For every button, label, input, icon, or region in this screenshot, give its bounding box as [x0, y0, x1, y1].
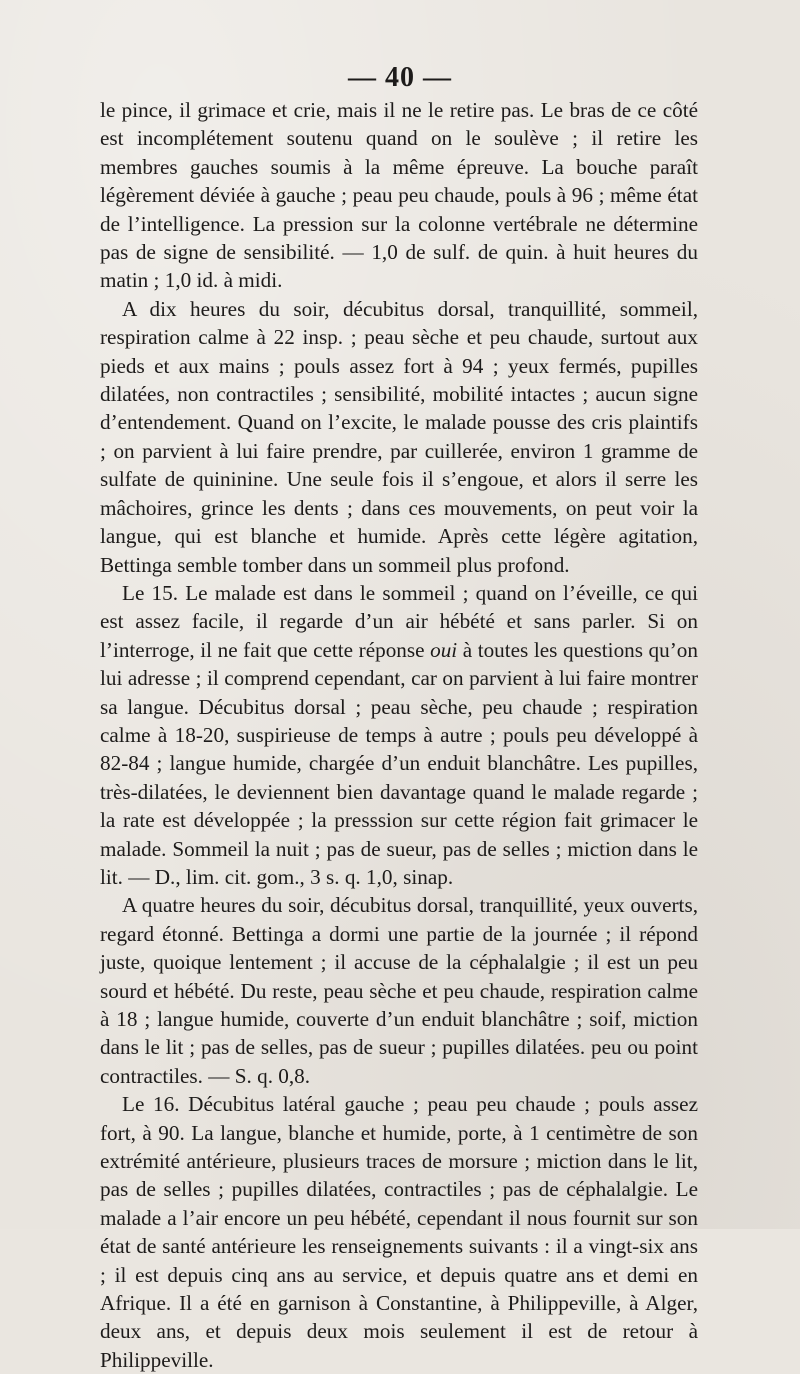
body-text [100, 96, 698, 1374]
paragraph-evening-14: A dix heures du soir, décubitus dorsal, tranquillité, sommeil, respiration calme à 22 insp. ; peau sèche et peu chaude, surtout aux pieds et aux mains ; pouls assez fort à 94 ; yeux fermés, pupilles dilatées, non contractiles ; sensibilité, mobilité intactes ; aucun signe d’entendement. Quand on l’excite, le malade pousse des cris plaintifs ; on parvient à lui faire prendre, par cuillerée, environ 1 gramme de sulfate de quininine. Une seule fois il s’engoue, et alors il serre les mâchoires, grince les dents ; dans ces mouvements, on peut voir la langue, qui est blanche et humide. Après cette légère agitation, Bettinga semble tomber dans un sommeil plus profond. [100, 296, 698, 577]
paragraph-day-16: Le 16. Décubitus latéral gauche ; peau peu chaude ; pouls assez fort, à 90. La langue, blanche et humide, porte, à 1 centimètre de son extrémité antérieure, plusieurs traces de morsure ; miction dans le lit, pas de selles ; pupilles dilatées, contractiles ; pas de céphalalgie. Le malade a l’air encore un peu hébété, cependant il nous fournit sur son état de santé antérieure les renseignements suivants : il a vingt-six ans ; il est depuis cinq ans au service, et depuis quatre ans et demi en Afrique. Il a été en garnison à Constantine, à Philippeville, à Alger, deux ans, et depuis deux mois seulement il est de retour à Philippeville. [100, 1092, 698, 1372]
paragraph-day-15 [100, 579, 698, 891]
paragraph-continuation: le pince, il grimace et crie, mais il ne le retire pas. Le bras de ce côté est incomplétement soutenu quand on le soulève ; il retire les membres gauches soumis à la même épreuve. La bouche paraît légèrement déviée à gauche ; peau peu chaude, pouls à 96 ; même état de l’intelligence. La pression sur la colonne vertébrale ne détermine pas de signe de sensibilité. — 1,0 de sulf. de quin. à huit heures du matin ; 1,0 id. à midi. [100, 98, 698, 293]
paragraph-day-15-part-1: Le 15. Le malade est dans le sommeil ; quand on l’éveille, ce qui est assez facile, il regarde d’un air hébété et sans parler. Si on l’interroge, il ne fait que cette réponse [100, 580, 698, 662]
page-number: — 40 — [348, 62, 452, 93]
paragraph-evening-15: A quatre heures du soir, décubitus dorsal, tranquillité, yeux ouverts, regard étonné. Bettinga a dormi une partie de la journée ; il répond juste, quoique lentement ; il accuse de la céphalalgie ; il est un peu sourd et hébété. Du reste, peau sèche et peu chaude, respiration calme à 18 ; langue humide, couverte d’un enduit blanchâtre ; soif, miction dans le lit ; pas de selles, pas de sueur ; pupilles dilatées. peu ou point contractiles. — S. q. 0,8. [100, 893, 698, 1088]
paragraph-day-15-part-2: à toutes les questions qu’on lui adresse ; il comprend cependant, car on parvient à lui faire montrer sa langue. Décubitus dorsal ; peau sèche, peu chaude ; respiration calme à 18-20, suspirieuse de temps à autre ; pouls peu développé à 82-84 ; langue humide, chargée d’un enduit blanchâtre. Les pupilles, très-dilatées, le deviennent bien davantage quand le malade regarde ; la rate est développée ; la presssion sur cette région fait grimacer le malade. Sommeil la nuit ; pas de sueur, pas de selles ; miction dans le lit. — D., lim. cit. gom., 3 s. q. 1,0, sinap. [100, 637, 698, 889]
emphasized-word: oui [430, 637, 458, 662]
